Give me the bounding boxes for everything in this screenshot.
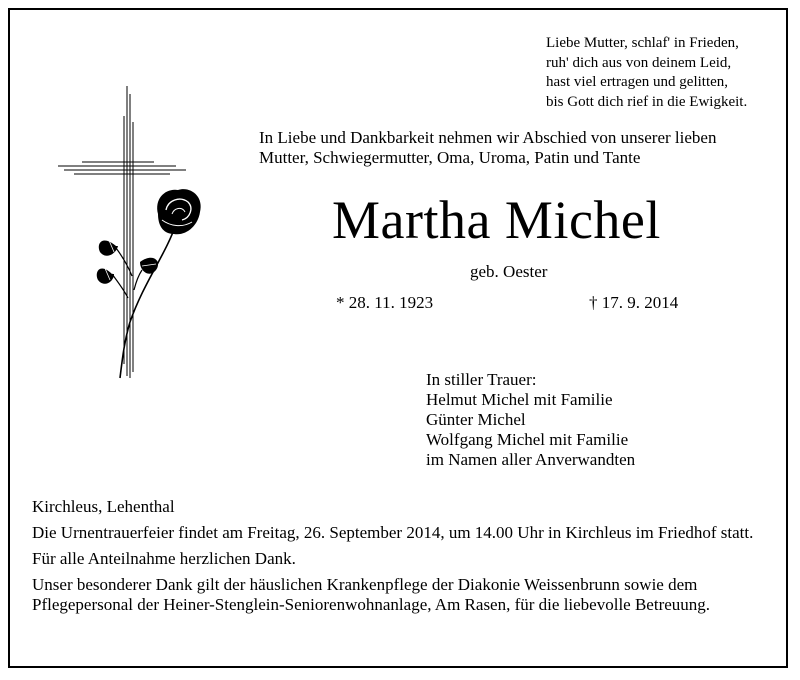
thanks-note: Für alle Anteilnahme herzlichen Dank. xyxy=(32,549,296,568)
cross-with-rose xyxy=(58,86,218,391)
verse-line: hast viel ertragen und gelitten, xyxy=(546,74,729,90)
intro-line: Mutter, Schwiegermutter, Oma, Uroma, Patin und Tante xyxy=(259,148,641,167)
mourner-line: Helmut Michel mit Familie xyxy=(426,390,613,409)
mourner-line: Günter Michel xyxy=(426,410,526,429)
rose-icon xyxy=(97,189,201,378)
mourners xyxy=(426,370,635,470)
deceased-name: Martha Michel xyxy=(332,190,661,250)
death-date: † 17. 9. 2014 xyxy=(589,293,679,312)
verse xyxy=(546,34,747,112)
mourners-heading: In stiller Trauer: xyxy=(426,370,537,389)
cross-icon xyxy=(58,86,218,386)
location: Kirchleus, Lehenthal xyxy=(32,497,175,516)
birth-date: * 28. 11. 1923 xyxy=(336,293,434,312)
mourner-line: Wolfgang Michel mit Familie xyxy=(426,430,629,449)
funeral-notice: Die Urnentrauerfeier findet am Freitag, 26. September 2014, um 14.00 Uhr in Kirchleus im Friedhof statt. xyxy=(32,523,754,542)
intro-text xyxy=(259,128,716,168)
special-thanks: Unser besonderer Dank gilt der häuslichen Krankenpflege der Diakonie Weissenbrunn sowie dem Pflegepersonal der Heiner-Stenglein-Seniorenwohnanlage, Am Rasen, für die liebevolle Betreuung. xyxy=(32,575,711,614)
mourner-line: im Namen aller Anverwandten xyxy=(426,450,636,469)
maiden-name: geb. Oester xyxy=(470,262,548,281)
verse-line: ruh' dich aus von deinem Leid, xyxy=(546,54,732,71)
bottom-notes xyxy=(32,497,772,621)
intro-line: In Liebe und Dankbarkeit nehmen wir Abschied von unserer lieben xyxy=(259,128,717,147)
verse-line: Liebe Mutter, schlaf' in Frieden, xyxy=(546,35,739,51)
verse-line: bis Gott dich rief in die Ewigkeit. xyxy=(546,93,748,110)
